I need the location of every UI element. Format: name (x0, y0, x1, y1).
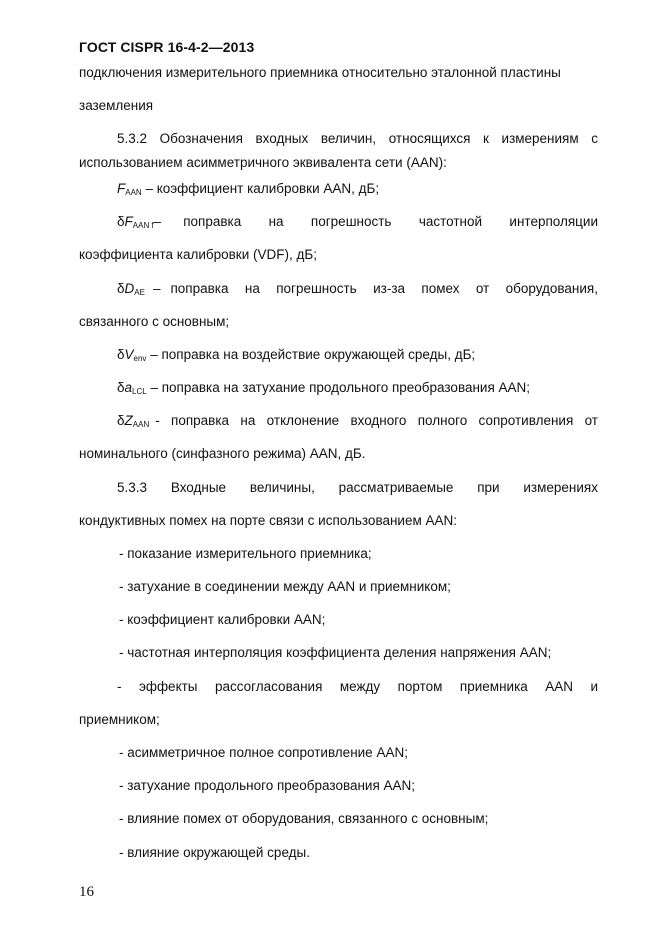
list-item: - затухание в соединении между AAN и приемником; (119, 579, 451, 594)
definition-text: - поправка на отклонение входного полного сопротивления от (155, 413, 598, 428)
list-item: - показание измерительного приемника; (119, 546, 372, 561)
definition-z-aan (117, 413, 598, 433)
list-item: - затухание продольного преобразования AAN; (119, 778, 416, 793)
symbol (117, 214, 161, 234)
definition-text: – коэффициент калибровки AAN, дБ; (145, 181, 380, 196)
list-item: - влияние помех от оборудования, связанного с основным; (119, 811, 489, 826)
definition-text: поправка на погрешность частотной интерполяции (183, 214, 598, 229)
definition-f-aan (117, 181, 598, 201)
symbol-prefix: δ (117, 281, 125, 296)
definition-d-ae (117, 281, 598, 301)
text-line: приемником; (79, 712, 160, 727)
list-item (117, 679, 598, 695)
text-line: номинального (синфазного режима) AAN, дБ. (79, 446, 366, 461)
text-line: кондуктивных помех на порте связи с использованием AAN: (79, 513, 458, 528)
text-line: 5.3.2 Обозначения входных величин, относящихся к измерениям с (117, 131, 598, 146)
symbol-prefix: δ (117, 214, 125, 229)
definition-a-lcl (117, 380, 598, 400)
text-line: коэффициента калибровки (VDF), дБ; (79, 247, 317, 262)
definition-text: поправка на погрешность из-за помех от оборудования, (170, 281, 598, 296)
text-line: 5.3.3 Входные величины, рассматриваемые при измерениях (117, 480, 598, 495)
definition-df-aanf (117, 214, 598, 234)
symbol-base: a (124, 380, 133, 395)
text-line: связанного с основным; (79, 314, 230, 329)
symbol-base: D (124, 281, 135, 296)
document-header: ГОСТ CISPR 16-4-2—2013 (79, 39, 255, 55)
list-item: - коэффициент калибровки AAN; (119, 612, 326, 627)
definition-v-env (117, 347, 598, 367)
list-item: - влияние окружающей среды. (119, 845, 310, 860)
list-item: - асимметричное полное сопротивление AAN; (119, 745, 408, 760)
symbol-prefix: δ (117, 347, 125, 362)
symbol-prefix: δ (117, 380, 125, 395)
text-line: - эффекты рассогласования между портом приемника AAN и (117, 679, 598, 694)
text-line: подключения измерительного приемника относительно эталонной пластины (79, 65, 561, 80)
symbol-subscript: AE (134, 288, 145, 297)
list-item: - частотная интерполяция коэффициента деления напряжения AAN; (119, 645, 552, 660)
symbol (117, 281, 145, 301)
symbol-subscript: AAN (132, 420, 150, 429)
definition-text: – поправка на затухание продольного преобразования AAN; (150, 380, 531, 395)
symbol-dash: – (153, 214, 162, 229)
page-number: 16 (79, 884, 94, 900)
symbol-dash: – (152, 281, 161, 296)
symbol-base: Z (124, 413, 133, 428)
symbol-subscript: AAN (125, 188, 142, 197)
section-5-3-2-heading (117, 131, 598, 147)
symbol-subscript: LCL (132, 387, 147, 396)
text-line: использованием асимметричного эквивалента сети (AAN): (79, 155, 447, 170)
symbol-base: V (124, 347, 134, 362)
symbol-prefix: δ (117, 413, 125, 428)
symbol-base: F (124, 214, 133, 229)
symbol (117, 413, 149, 433)
definition-text: – поправка на воздействие окружающей среды, дБ; (150, 347, 476, 362)
text-line: заземления (79, 98, 154, 113)
symbol-subscript: env (133, 354, 147, 363)
section-5-3-3-heading (117, 480, 598, 496)
symbol-base: F (117, 181, 126, 196)
symbol-subscript: AAN f (132, 221, 154, 230)
